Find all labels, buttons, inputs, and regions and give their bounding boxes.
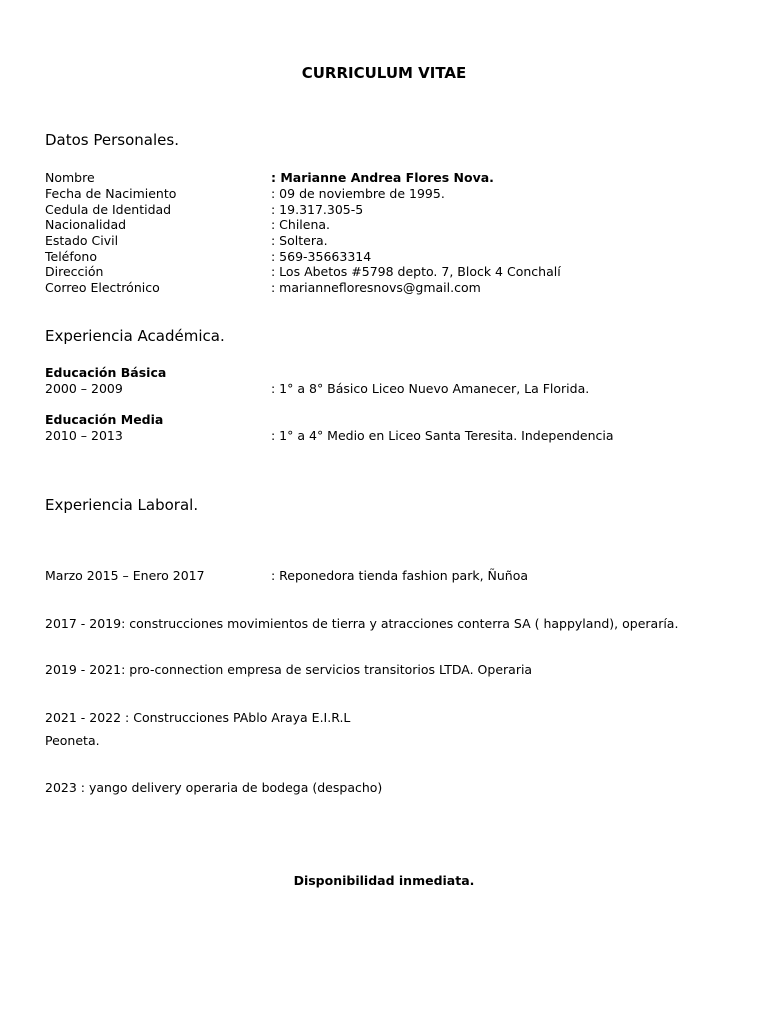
value-correo: : mariannefloresnovs@gmail.com: [271, 280, 481, 295]
work-line: 2019 - 2021: pro-connection empresa de servicios transitorios LTDA. Operaria: [45, 662, 533, 677]
value-fecha-nacimiento: : 09 de noviembre de 1995.: [271, 186, 445, 201]
label-cedula: Cedula de Identidad: [45, 202, 172, 217]
work-line: 2017 - 2019: construcciones movimientos de tierra y atracciones conterra SA ( happyland), operaría.: [45, 616, 679, 631]
value-direccion: : Los Abetos #5798 depto. 7, Block 4 Conchalí: [271, 264, 561, 279]
label-nacionalidad: Nacionalidad: [45, 217, 127, 232]
value-cedula: : 19.317.305-5: [271, 202, 364, 217]
work-line: 2021 - 2022 : Construcciones PAblo Araya E.I.R.L: [45, 710, 351, 725]
academic-heading: Experiencia Académica.: [45, 327, 225, 345]
label-nombre: Nombre: [45, 170, 95, 185]
label-direccion: Dirección: [45, 264, 104, 279]
work-line: 2023 : yango delivery operaria de bodega (despacho): [45, 780, 383, 795]
page-title: CURRICULUM VITAE: [301, 64, 467, 82]
educacion-basica-years: 2000 – 2009: [45, 381, 123, 396]
work-heading: Experiencia Laboral.: [45, 496, 199, 514]
work-first-detail: : Reponedora tienda fashion park, Ñuñoa: [271, 568, 529, 583]
label-fecha-nacimiento: Fecha de Nacimiento: [45, 186, 177, 201]
label-estado-civil: Estado Civil: [45, 233, 119, 248]
educacion-media-years: 2010 – 2013: [45, 428, 123, 443]
value-estado-civil: : Soltera.: [271, 233, 328, 248]
educacion-media-title: Educación Media: [45, 412, 164, 427]
work-line: Peoneta.: [45, 733, 100, 748]
work-first-years: Marzo 2015 – Enero 2017: [45, 568, 205, 583]
availability-note: Disponibilidad inmediata.: [293, 873, 475, 888]
label-correo: Correo Electrónico: [45, 280, 160, 295]
educacion-basica-detail: : 1° a 8° Básico Liceo Nuevo Amanecer, La Florida.: [271, 381, 590, 396]
value-nombre: : Marianne Andrea Flores Nova.: [271, 170, 494, 185]
value-telefono: : 569-35663314: [271, 249, 372, 264]
value-nacionalidad: : Chilena.: [271, 217, 331, 232]
personal-heading: Datos Personales.: [45, 131, 179, 149]
educacion-media-detail: : 1° a 4° Medio en Liceo Santa Teresita. Independencia: [271, 428, 614, 443]
label-telefono: Teléfono: [45, 249, 97, 264]
educacion-basica-title: Educación Básica: [45, 365, 167, 380]
